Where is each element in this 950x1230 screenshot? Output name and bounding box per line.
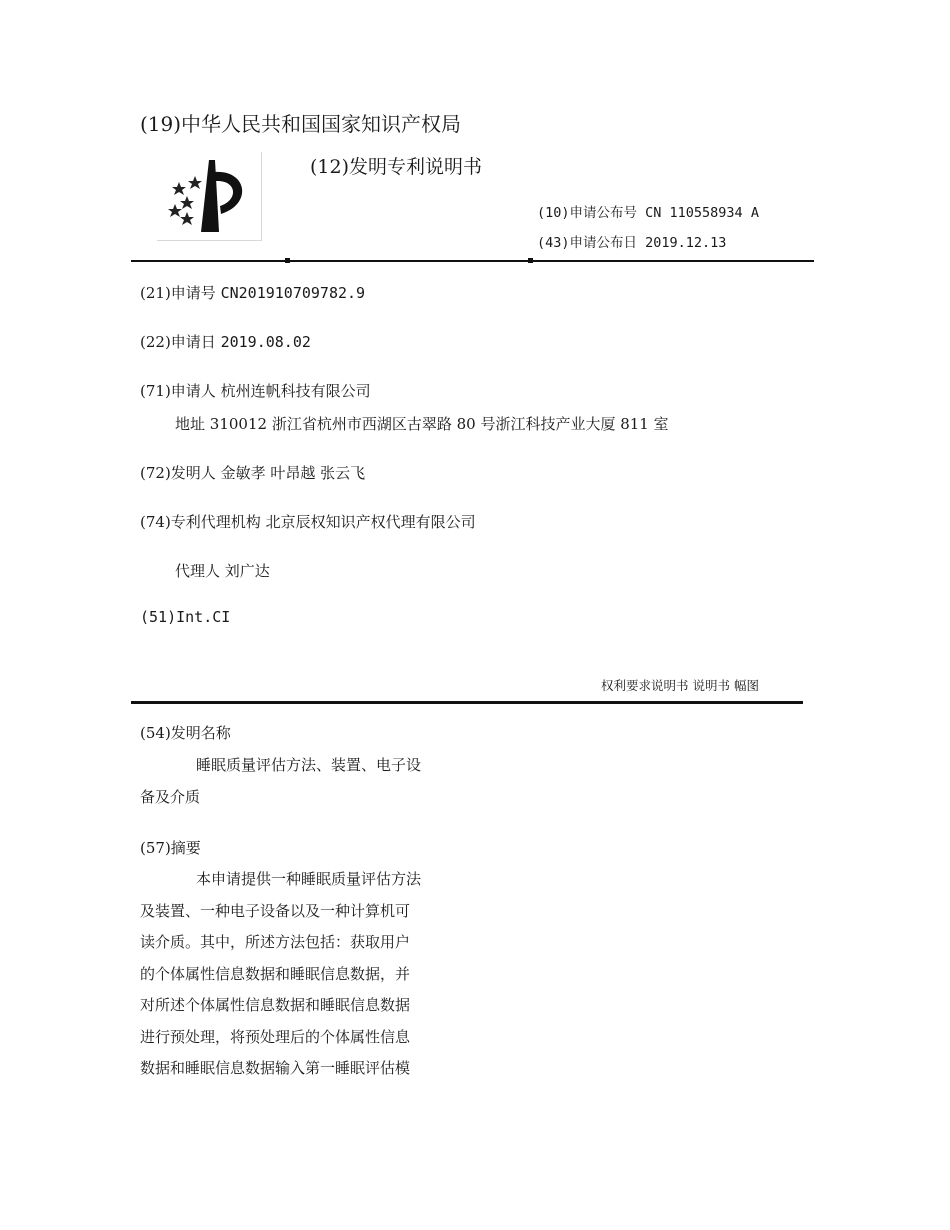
invention-title-line: 睡眠质量评估方法、装置、电子设 xyxy=(196,756,422,774)
patent-agency xyxy=(140,511,476,532)
header-divider xyxy=(131,260,814,262)
invention-title-line: 备及介质 xyxy=(140,787,201,806)
agent-value: 刘广达 xyxy=(224,562,270,580)
publication-number-value: CN 110558934 A xyxy=(645,205,759,221)
application-number-label: (21)申请号 xyxy=(140,284,216,302)
publication-date-value: 2019.12.13 xyxy=(645,235,727,251)
invention-title xyxy=(140,750,460,813)
inventors-label: (72)发明人 xyxy=(140,464,216,482)
abstract-label: (57)摘要 xyxy=(140,839,201,857)
applicant-label: (71)申请人 xyxy=(140,382,216,400)
application-number xyxy=(140,282,365,303)
section-links[interactable]: 权利要求说明书 说明书 幅图 xyxy=(601,678,759,693)
abstract-line: 的个体属性信息数据和睡眠信息数据，并 xyxy=(140,964,411,983)
application-date xyxy=(140,331,311,352)
abstract-line: 及装置、一种电子设备以及一种计算机可 xyxy=(140,901,411,920)
agent-label: 代理人 xyxy=(175,562,221,580)
agent xyxy=(175,560,270,581)
applicant-value: 杭州连帆科技有限公司 xyxy=(220,382,371,400)
patent-agency-value: 北京辰权知识产权代理有限公司 xyxy=(265,513,476,531)
document-type: (12)发明专利说明书 xyxy=(310,156,483,178)
cnipa-emblem-icon xyxy=(157,152,262,241)
publication-number-label: (10)申请公布号 xyxy=(537,205,638,221)
int-cl: (51)Int.CI xyxy=(140,608,231,626)
divider-tick xyxy=(285,258,290,263)
applicant xyxy=(140,380,371,401)
abstract-line: 本申请提供一种睡眠质量评估方法 xyxy=(196,870,422,888)
address-value: 310012 浙江省杭州市西湖区古翠路 80 号浙江科技产业大厦 811 室 xyxy=(209,415,669,433)
issuing-office: (19)中华人民共和国国家知识产权局 xyxy=(140,112,462,136)
section-divider xyxy=(131,701,803,704)
application-date-label: (22)申请日 xyxy=(140,333,216,351)
publication-date xyxy=(537,231,726,251)
abstract-line: 读介质。其中，所述方法包括：获取用户 xyxy=(140,933,411,951)
publication-number xyxy=(537,201,759,221)
publication-date-label: (43)申请公布日 xyxy=(537,235,638,251)
application-date-value: 2019.08.02 xyxy=(220,333,311,351)
abstract-text xyxy=(140,864,460,1085)
application-number-value: CN201910709782.9 xyxy=(220,284,366,302)
patent-agency-label: (74)专利代理机构 xyxy=(140,513,261,531)
inventors xyxy=(140,462,365,483)
abstract-line: 进行预处理，将预处理后的个体属性信息 xyxy=(140,1027,411,1046)
abstract-line: 数据和睡眠信息数据输入第一睡眠评估模 xyxy=(140,1059,411,1077)
invention-title-label: (54)发明名称 xyxy=(140,724,231,742)
address-label: 地址 xyxy=(175,415,206,433)
abstract-line: 对所述个体属性信息数据和睡眠信息数据 xyxy=(140,996,411,1014)
address xyxy=(175,413,669,434)
inventors-value: 金敏孝 叶昂越 张云飞 xyxy=(220,464,366,482)
divider-tick xyxy=(528,258,533,263)
